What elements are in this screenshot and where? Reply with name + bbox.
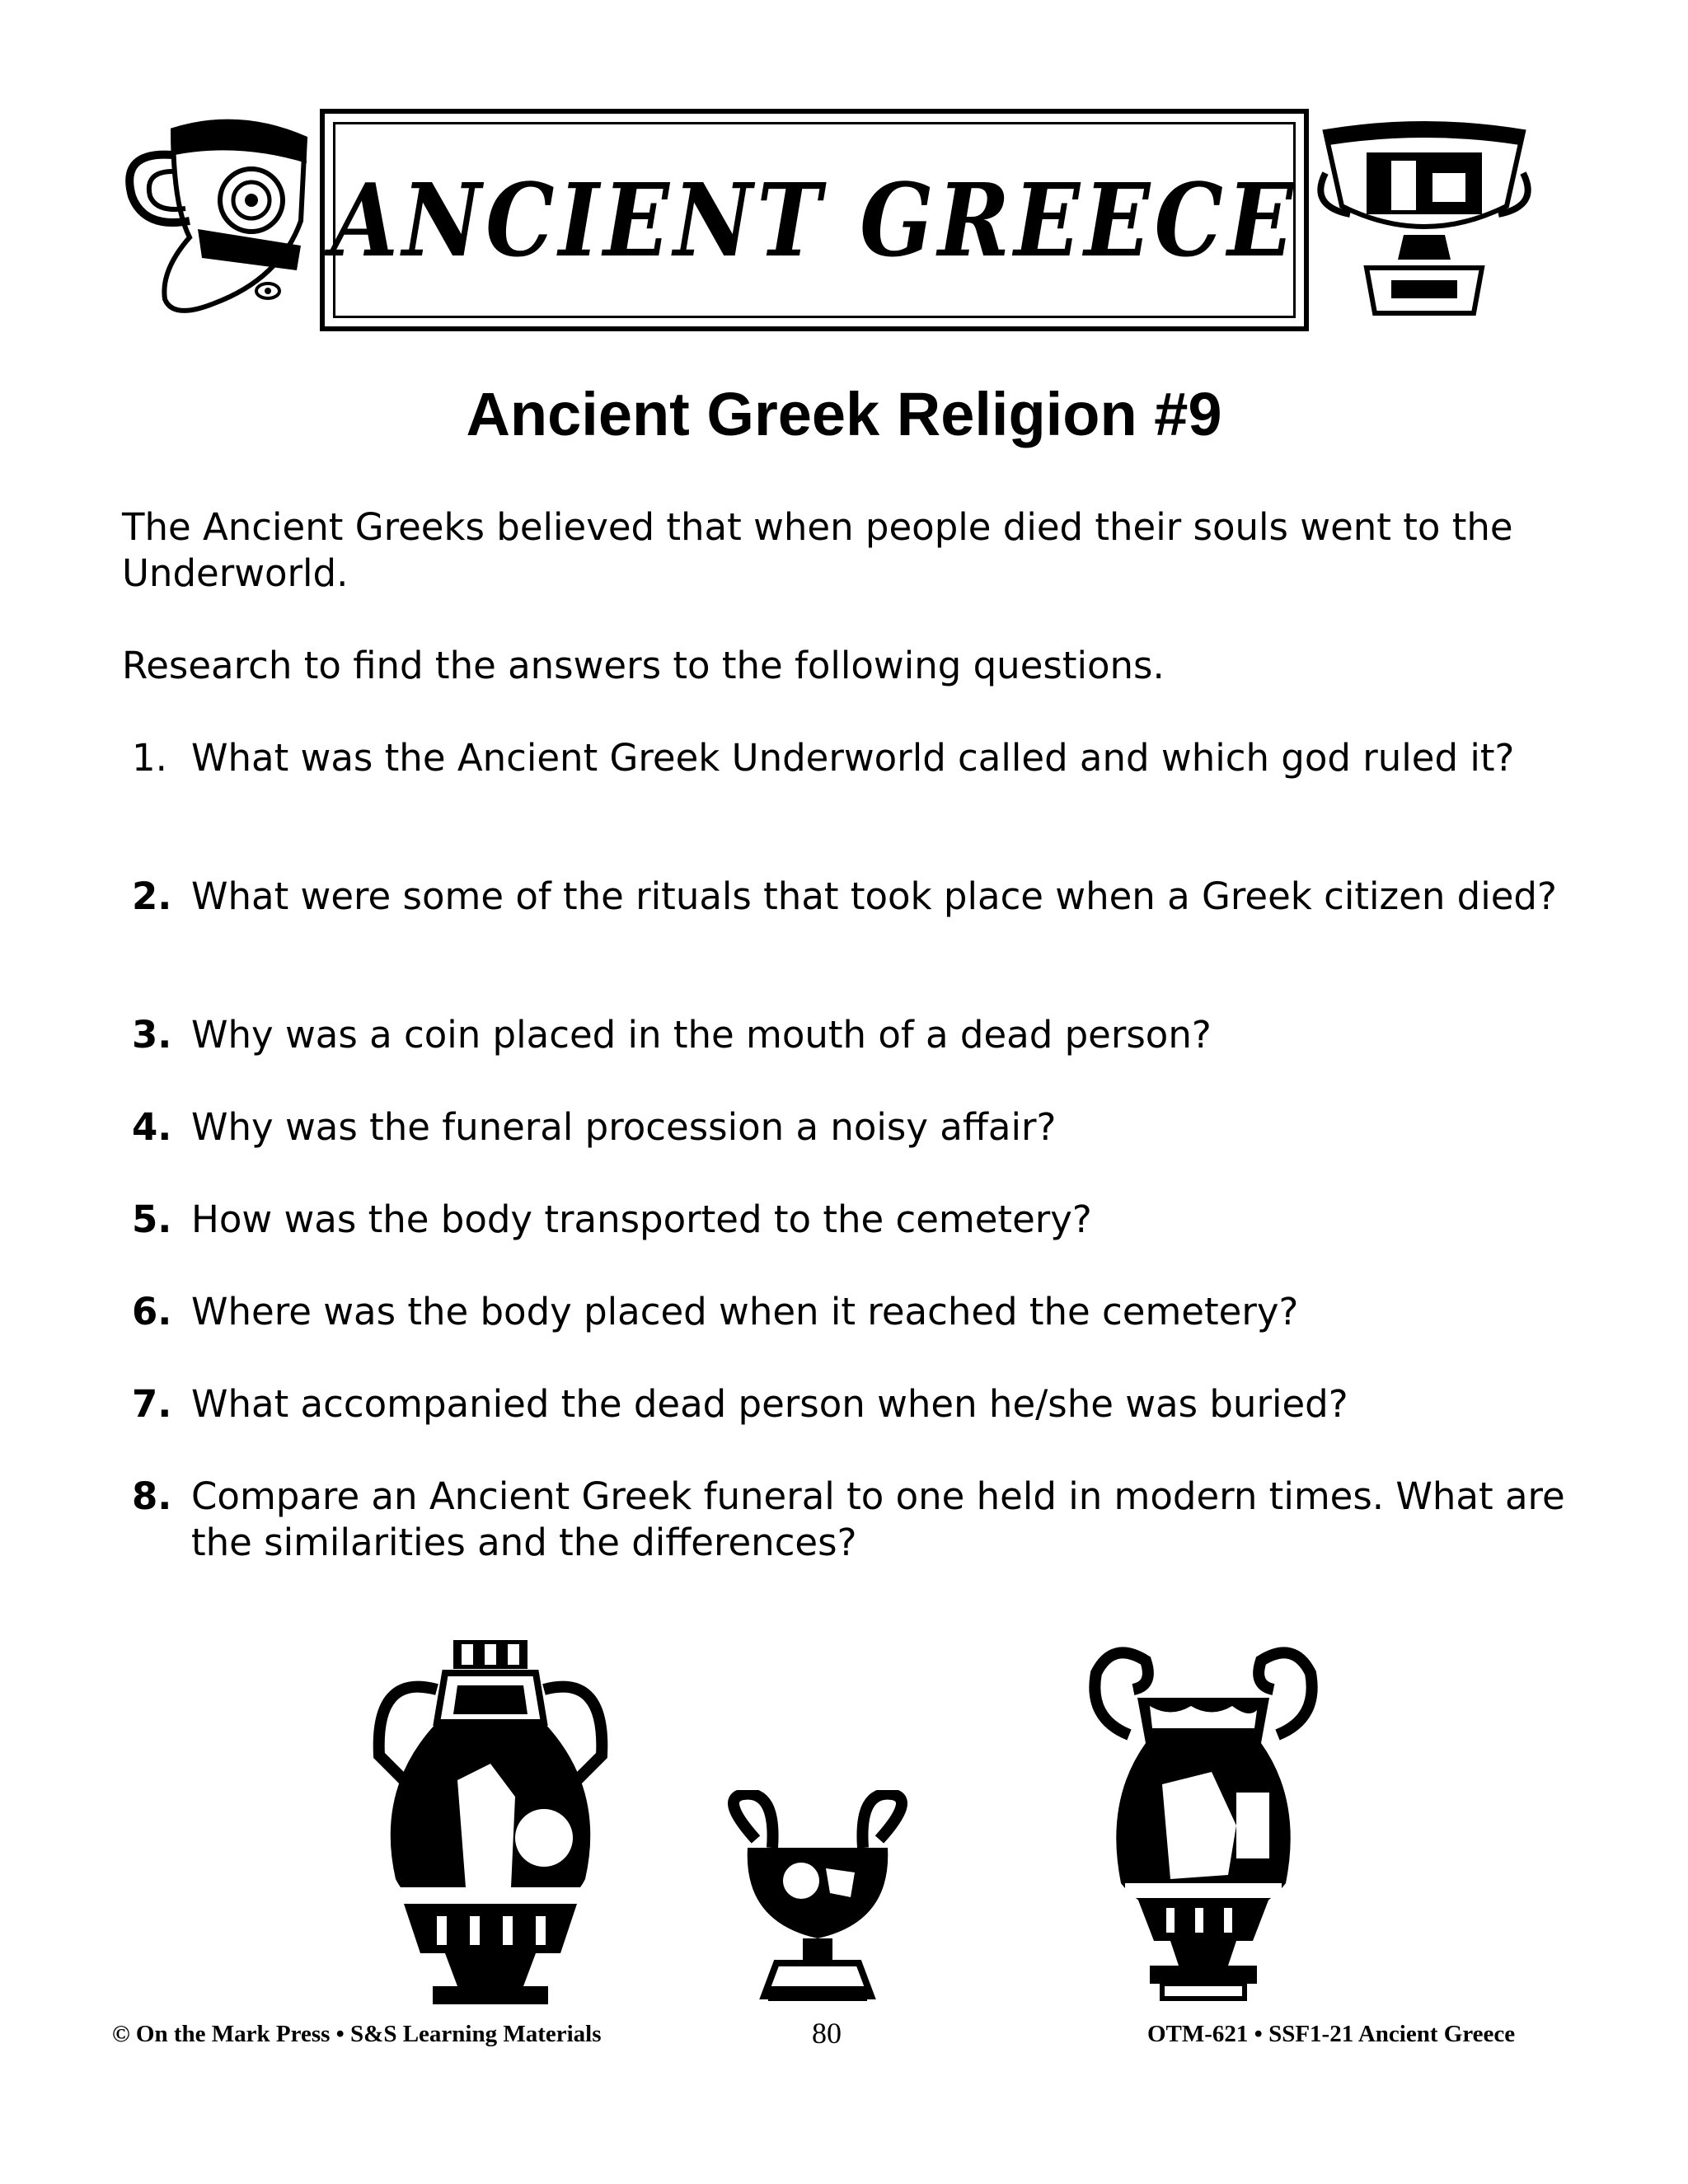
question-text: How was the body transported to the cemetery?: [191, 1197, 1092, 1241]
question-number: 5.: [132, 1197, 172, 1241]
question-item: [132, 1012, 1574, 1058]
title-banner: [320, 109, 1309, 331]
ram-head-rhyton-icon: [115, 105, 321, 320]
question-number: 4.: [132, 1105, 172, 1149]
question-text: What accompanied the dead person when he/she was buried?: [191, 1382, 1348, 1426]
footer-publisher: © On the Mark Press • S&S Learning Materials: [112, 2021, 602, 2047]
instruction-text: Research to find the answers to the following questions.: [122, 644, 1165, 687]
question-item: [132, 1474, 1574, 1566]
page-title: Ancient Greek Religion #9: [466, 380, 1222, 448]
question-item: [132, 1104, 1574, 1151]
question-item: [132, 1381, 1574, 1427]
footer-product-code: OTM-621 • SSF1-21 Ancient Greece: [1147, 2021, 1516, 2047]
question-text: Why was the funeral procession a noisy affair?: [191, 1105, 1057, 1149]
question-number: 7.: [132, 1382, 172, 1426]
question-number: 1.: [132, 736, 167, 780]
question-item: [132, 874, 1574, 920]
title-banner-inner: [333, 122, 1296, 318]
kylix-cup-icon: [1309, 115, 1540, 321]
question-number: 8.: [132, 1474, 172, 1518]
question-text: Why was a coin placed in the mouth of a dead person?: [191, 1013, 1212, 1057]
amphora-vase-icon: [367, 1640, 614, 2011]
question-text: What were some of the rituals that took place when a Greek citizen died?: [191, 874, 1557, 918]
question-item: [132, 735, 1574, 781]
question-item: [132, 1289, 1574, 1335]
banner-title: ANCIENT GREECE: [331, 161, 1298, 279]
question-number: 6.: [132, 1290, 172, 1333]
question-number: 3.: [132, 1013, 172, 1057]
question-item: [132, 1197, 1574, 1243]
volute-krater-icon: [1071, 1636, 1335, 2015]
question-text: Compare an Ancient Greek funeral to one held in modern times. What are the similarities and the differences?: [191, 1474, 1565, 1564]
question-text: What was the Ancient Greek Underworld called and which god ruled it?: [191, 736, 1515, 780]
page-number: 80: [812, 2017, 842, 2050]
question-text: Where was the body placed when it reached the cemetery?: [191, 1290, 1299, 1333]
question-number: 2.: [132, 874, 172, 918]
intro-text: The Ancient Greeks believed that when people died their souls went to the Underworld.: [122, 505, 1513, 595]
small-kylix-icon: [710, 1790, 925, 2013]
